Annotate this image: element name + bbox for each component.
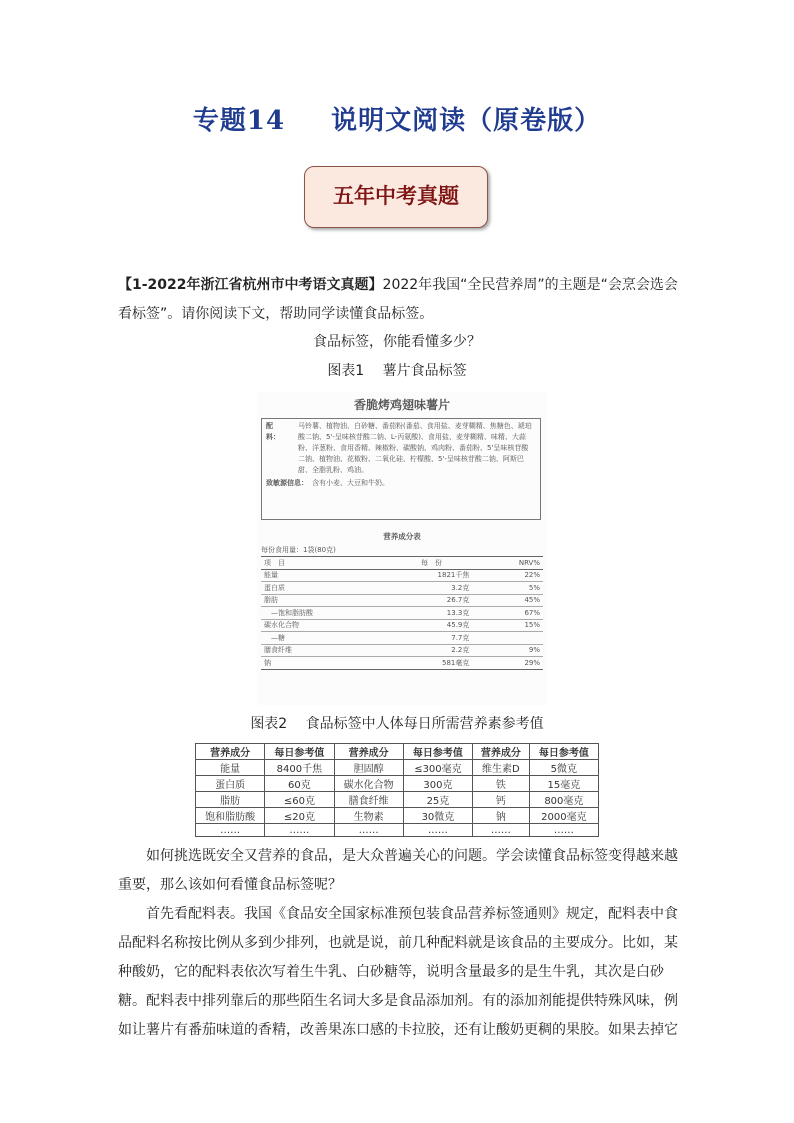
table-cell: 1821千焦 [378, 569, 486, 582]
table-cell: 碳水化合物 [334, 776, 403, 792]
table-cell: 钠 [473, 808, 530, 824]
table-cell: 2.2克 [378, 644, 486, 657]
table-header-cell: NRV% [485, 557, 543, 570]
table-cell: 26.7克 [378, 594, 486, 607]
table-cell: 生物素 [334, 808, 403, 824]
table-cell: 5% [485, 582, 543, 595]
table-header-cell: 营养成分 [334, 744, 403, 760]
table-cell: 钙 [473, 792, 530, 808]
table-header-cell: 每日参考值 [403, 744, 472, 760]
table-cell: 8400千焦 [265, 760, 334, 776]
table-header-cell: 每 份 [378, 557, 486, 570]
table-cell: 22% [485, 569, 543, 582]
table-cell: ≤60克 [265, 792, 334, 808]
nutrition-table [261, 556, 543, 670]
table-cell: 300克 [403, 776, 472, 792]
table-cell: 蛋白质 [261, 582, 378, 595]
figure2-caption: 图表2 食品标签中人体每日所需营养素参考值 [250, 716, 544, 732]
table-cell: 铁 [473, 776, 530, 792]
table-cell: 15毫克 [529, 776, 598, 792]
table-header-row [196, 744, 599, 760]
table-cell: 碳水化合物 [261, 619, 378, 632]
table-header-row [261, 557, 543, 570]
nutrition-table-title: 营养成分表 [383, 532, 421, 541]
table-cell: …… [334, 824, 403, 837]
table-cell: 蛋白质 [196, 776, 265, 792]
table-cell: …… [265, 824, 334, 837]
paragraph-3: 配料表中排列靠后的那些陌生名词大多是食品添加剂。有的添加剂能提供特殊风味，例如让薯片有番茄味道的香精，改善果冻口感的卡拉胶，还有让酸奶更稠的果胶。如果去掉它 [118, 993, 678, 1038]
ingredients-key: 配 料： [266, 422, 287, 441]
table-row [261, 569, 543, 582]
table-cell: 800毫克 [529, 792, 598, 808]
table-cell: 膳食纤维 [261, 644, 378, 657]
table-cell: 67% [485, 607, 543, 620]
label-ingredients-box [261, 418, 541, 520]
table-cell: 13.3克 [378, 607, 486, 620]
allergen-text: 含有小麦、大豆和牛奶。 [312, 479, 389, 487]
table-cell: 15% [485, 619, 543, 632]
table-cell [485, 632, 543, 645]
title-subject: 说明文阅读（原卷版） [331, 106, 602, 136]
allergen-key: 致敏源信息： [266, 479, 308, 487]
table-cell: 25克 [403, 792, 472, 808]
table-row [261, 644, 543, 657]
table-cell: 能量 [261, 569, 378, 582]
serving-size: 每份食用量：1袋(80克) [261, 546, 336, 554]
paragraph-1: 如何挑选既安全又营养的食品，是大众普遍关心的问题。学会读懂食品标签变得越来越重要，那么该如何看懂食品标签呢？ [118, 848, 678, 893]
section-badge: 五年中考真题 [304, 166, 488, 228]
table-cell: —饱和脂肪酸 [261, 607, 378, 620]
page-title [0, 100, 794, 137]
table-cell: 9% [485, 644, 543, 657]
table-row [261, 582, 543, 595]
table-cell: 60克 [265, 776, 334, 792]
table-row [261, 607, 543, 620]
table-cell: 能量 [196, 760, 265, 776]
table-row [261, 594, 543, 607]
table-header-cell: 营养成分 [473, 744, 530, 760]
table-cell: 维生素D [473, 760, 530, 776]
table-row [261, 657, 543, 670]
table-cell: ≤20克 [265, 808, 334, 824]
table-cell: 脂肪 [196, 792, 265, 808]
table-row [261, 632, 543, 645]
table-cell: 7.7克 [378, 632, 486, 645]
food-label-image [257, 392, 547, 705]
question-source: 【1-2022年浙江省杭州市中考语文真题】 [118, 277, 383, 293]
figure1-caption: 图表1 薯片食品标签 [327, 363, 467, 379]
table-header-cell: 每日参考值 [529, 744, 598, 760]
table-cell: 30微克 [403, 808, 472, 824]
table-cell: 3.2克 [378, 582, 486, 595]
table-cell: …… [403, 824, 472, 837]
table-row [196, 760, 599, 776]
table-cell: …… [196, 824, 265, 837]
table-cell: 膳食纤维 [334, 792, 403, 808]
table-row [196, 792, 599, 808]
table-cell: 饱和脂肪酸 [196, 808, 265, 824]
table-row [196, 808, 599, 824]
article-title: 食品标签，你能看懂多少？ [313, 334, 481, 350]
table-row [196, 776, 599, 792]
table-cell: 2000毫克 [529, 808, 598, 824]
table-cell: …… [473, 824, 530, 837]
table-cell: 45.9克 [378, 619, 486, 632]
table-header-cell: 项 目 [261, 557, 378, 570]
table-cell: 5微克 [529, 760, 598, 776]
title-topic-number: 专题14 [192, 106, 286, 136]
ingredients-text: 马铃薯、植物油、白砂糖、番茄粉(番茄、食用盐、麦芽糊精、焦糖色、琥珀酸二钠、5'-呈味核苷酸二钠、L-丙氨酸)、食用盐、麦芽糊精、味精、大蒜粉、洋葱粉、食用香精、辣椒粉、碳酸钠、鸡肉粉、番茄粉、5'呈味核苷酸二钠、植物油、花椒粉、二氧化硅、柠檬酸、5'-呈味核苷酸二钠、阿斯巴甜、全脂乳粉、鸡油。 [298, 422, 532, 474]
table-cell: 胆固醇 [334, 760, 403, 776]
table-row [196, 824, 599, 837]
question-intro [118, 271, 678, 329]
table-cell: ≤300毫克 [403, 760, 472, 776]
table-cell: 581毫克 [378, 657, 486, 670]
table-cell: 脂肪 [261, 594, 378, 607]
table-cell: 29% [485, 657, 543, 670]
question-intro-text: 2022年我国“全民营养周”的主题是“会烹会选会看标签”。请你阅读下文，帮助同学读懂食品标签。 [118, 277, 678, 322]
paragraph-2: 首先看配料表。我国《食品安全国家标准预包装食品营养标签通则》规定，配料表中食品配料名称按比例从多到少排列，也就是说，前几种配料就是该食品的主要成分。比如，某种酸奶，它的配料表依次写着生牛乳、白砂糖等，说明含量最多的是生牛乳，其次是白砂糖。 [118, 906, 678, 1009]
table-header-cell: 营养成分 [196, 744, 265, 760]
table-row [261, 619, 543, 632]
nutrient-reference-table [195, 743, 599, 837]
table-cell: 钠 [261, 657, 378, 670]
table-cell: 45% [485, 594, 543, 607]
table-cell: …… [529, 824, 598, 837]
table-header-cell: 每日参考值 [265, 744, 334, 760]
table-cell: —糖 [261, 632, 378, 645]
label-product-name: 香脆烤鸡翅味薯片 [353, 398, 450, 412]
